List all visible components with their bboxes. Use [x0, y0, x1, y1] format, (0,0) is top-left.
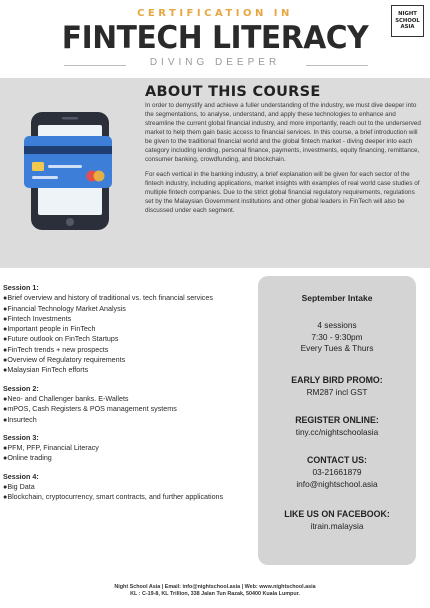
logo-line-2: SCHOOL: [395, 17, 420, 24]
contact-heading: CONTACT US:: [307, 455, 367, 465]
logo-line-1: NIGHT: [398, 11, 417, 18]
about-paragraph-2: For each vertical in the banking industry, a brief explanation will be given for each sector of the fintech industry, including applications, market insights with examples of real world case studies of multiple fintech companies. Due to the strict global financial regulatory requirements, regulations set by the Malaysian Government institutions and other global leaders in FinTech will also be discussed under each segment.: [145, 171, 420, 214]
list-item: ●Financial Technology Market Analysis: [3, 304, 126, 313]
intake-info-card: [258, 276, 416, 565]
session-title: Session 3:: [3, 433, 39, 442]
facebook-heading: LIKE US ON FACEBOOK:: [284, 509, 390, 519]
list-item: ●Malaysian FinTech efforts: [3, 366, 89, 375]
list-item: ●Important people in FinTech: [3, 325, 96, 334]
session-days: Every Tues & Thurs: [300, 343, 374, 354]
session-2: [3, 384, 251, 425]
intake-heading: September Intake: [301, 293, 373, 303]
promo-price: RM287 incl GST: [306, 387, 368, 397]
session-title: Session 1:: [3, 284, 39, 292]
sessions-count: 4 sessions: [317, 320, 357, 330]
list-item: ●Brief overview and history of traditional vs. tech financial services: [3, 294, 213, 303]
register-link[interactable]: tiny.cc/nightschoolasia: [295, 427, 379, 437]
sessions-list: [3, 283, 251, 511]
logo-line-3: ASIA: [400, 24, 415, 31]
contact-email[interactable]: info@nightschool.asia: [296, 479, 378, 489]
list-item: ●Insurtech: [3, 415, 37, 424]
footer-address-line: KL : C-19-8, KL Trillion, 338 Jalan Tun Razak, 50400 Kuala Lumpur.: [130, 591, 300, 598]
list-item: ●Neo- and Challenger banks. E-Wallets: [3, 394, 129, 403]
list-item: ●Fintech Investments: [3, 314, 72, 323]
contact-phone[interactable]: 03-21661879: [312, 467, 362, 477]
list-item: ●Online trading: [3, 454, 52, 463]
session-3: [3, 433, 251, 464]
session-time: 7:30 - 9:30pm: [311, 331, 363, 342]
header: [0, 0, 430, 80]
register-heading: REGISTER ONLINE:: [295, 415, 379, 425]
list-item: ●mPOS, Cash Registers & POS management systems: [3, 405, 177, 414]
session-4: [3, 472, 251, 503]
session-1: [3, 283, 251, 376]
subtitle: DIVING DEEPER: [149, 57, 281, 68]
session-title: Session 4:: [3, 472, 39, 481]
footer-contact-line: Night School Asia | Email: info@nightschool.asia | Web: www.nightschool.asia: [114, 584, 316, 590]
night-school-asia-logo: [391, 5, 424, 37]
facebook-link[interactable]: itrain.malaysia: [310, 521, 364, 531]
list-item: ●PFM, PFP, Financial Literacy: [3, 444, 99, 453]
session-title: Session 2:: [3, 384, 39, 393]
list-item: ●Big Data: [3, 483, 35, 492]
about-paragraph-1: In order to demystify and achieve a fuller understanding of the industry, we must dive deeper into the segmentations, to analyse, understand, and apply these technologies to enhance and streamline the current global financial industry, and more importantly, reach out to the underserved market to help them gain basic access to financial services. In this course, a brief introduction will be given to the traditional financial world and the global fintech market - diving deeper into each category including lending, personal finance, payments, investments, equity financing, remittance, consumer banking, crowdfunding, and blockchain.: [145, 102, 421, 163]
promo-heading: EARLY BIRD PROMO:: [291, 375, 383, 385]
certification-kicker: CERTIFICATION IN: [137, 8, 293, 19]
list-item: ●Overview of Regulatory requirements: [3, 356, 126, 365]
list-item: ●FinTech trends + new prospects: [3, 345, 109, 354]
about-title: ABOUT THIS COURSE: [145, 84, 321, 100]
page-title: FINTECH LITERACY: [61, 20, 369, 56]
list-item: ●Blockchain, cryptocurrency, smart contracts, and further applications: [3, 493, 224, 502]
list-item: ●Future outlook on FinTech Startups: [3, 335, 119, 344]
phone-card-illustration-icon: [18, 106, 136, 236]
footer: [0, 584, 430, 599]
